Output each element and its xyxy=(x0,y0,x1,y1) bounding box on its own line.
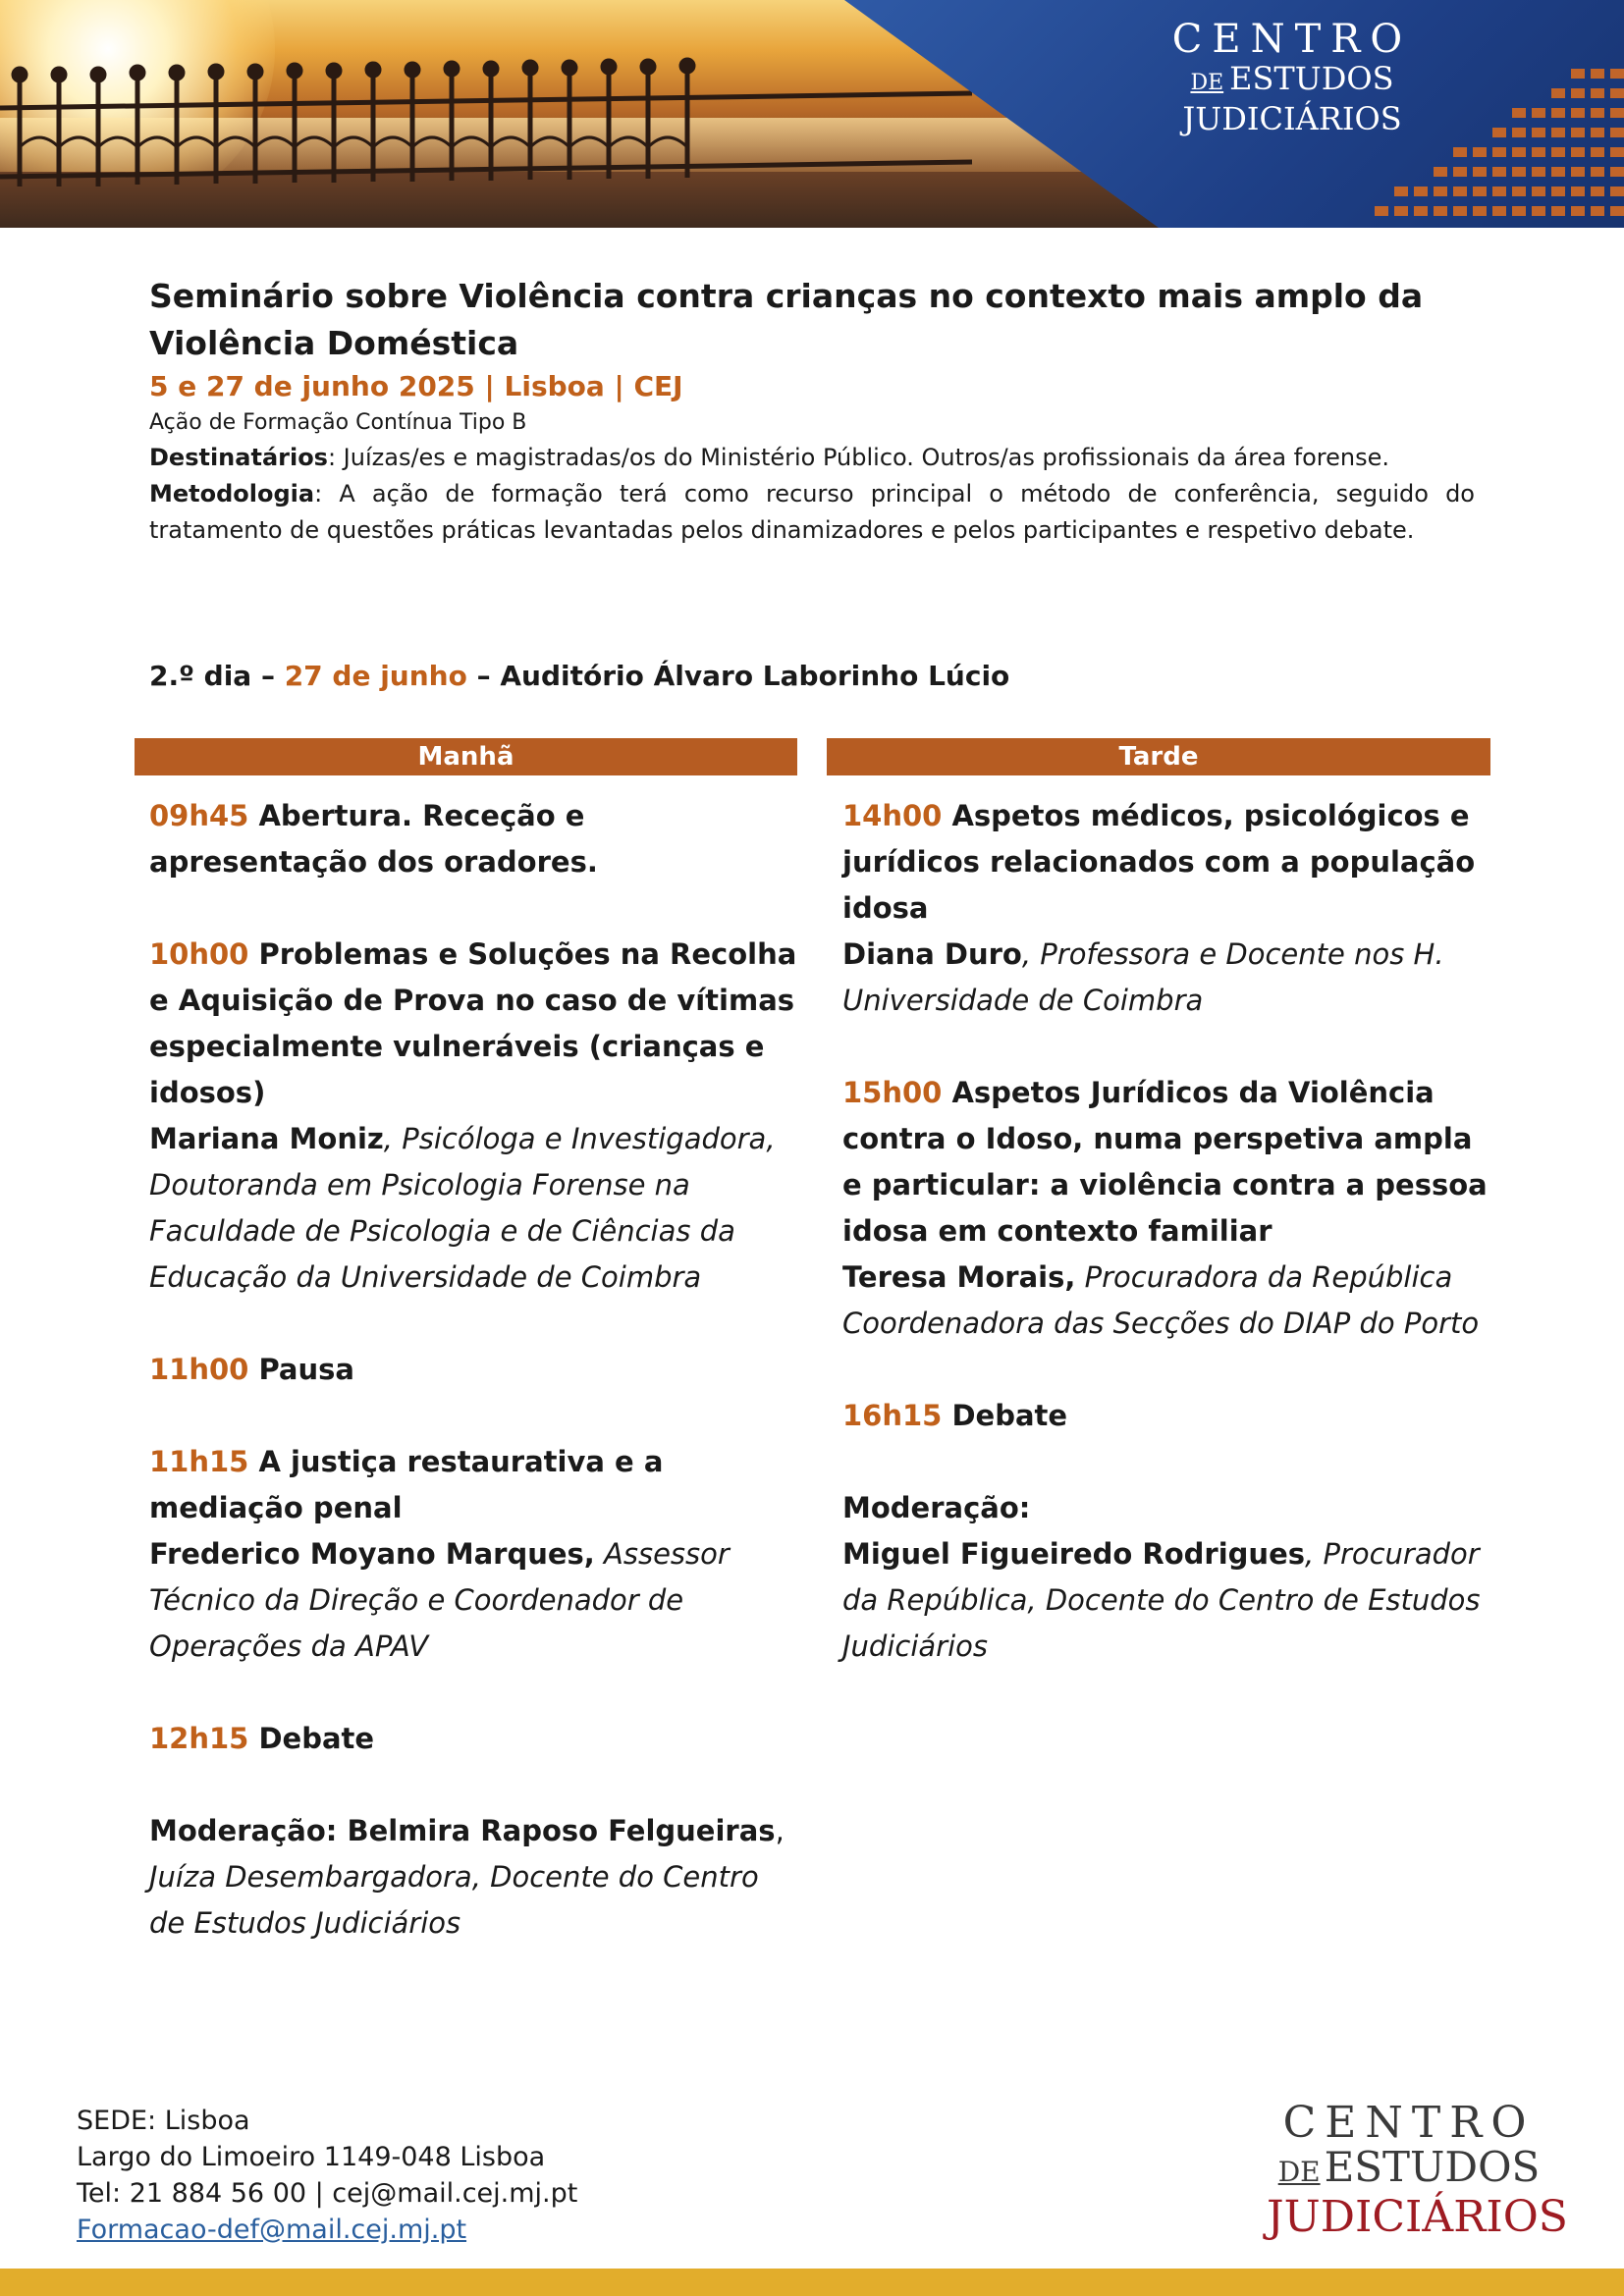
moderation-block xyxy=(149,1808,802,1947)
morning-header: Manhã xyxy=(135,738,797,775)
moderation-block xyxy=(842,1485,1495,1670)
logo-estudos: ESTUDOS xyxy=(1229,60,1394,97)
speaker-role: Procuradora da República Coordenadora das Secções do DIAP do Porto xyxy=(842,1260,1480,1340)
cej-logo-footer xyxy=(1267,2098,1568,2242)
metodologia-text: : A ação de formação terá como recurso principal o método de conferência, seguido do tratamento de questões práticas levantadas pelos dinamizadores e pelos participantes e respetivo debate. xyxy=(149,480,1475,544)
intro-section xyxy=(149,273,1475,549)
session-time: 09h45 xyxy=(149,799,249,832)
moderation-label: Moderação: xyxy=(842,1491,1031,1524)
speaker-name: Diana Duro xyxy=(842,937,1022,971)
logo-line-1: CENTRO xyxy=(1171,17,1413,62)
session-item xyxy=(842,1393,1495,1439)
bottom-bar xyxy=(0,2269,1624,2296)
header-banner xyxy=(0,0,1624,228)
session-item xyxy=(149,1347,802,1393)
speaker-role: Assessor Técnico da Direção e Coordenador de Operações da APAV xyxy=(149,1537,730,1663)
speaker-name: Mariana Moniz xyxy=(149,1122,384,1155)
day-date: 27 de junho xyxy=(284,660,467,692)
day-venue: – Auditório Álvaro Laborinho Lúcio xyxy=(466,660,1010,692)
footer-address: Largo do Limoeiro 1149-048 Lisboa xyxy=(77,2142,546,2172)
session-title: Aspetos médicos, psicológicos e jurídicos relacionados com a população idosa xyxy=(842,799,1476,925)
moderation-label: Moderação xyxy=(149,1814,326,1847)
logo-line-1: CENTRO xyxy=(1282,2098,1536,2148)
session-title: Pausa xyxy=(248,1353,354,1386)
footer-email-link[interactable]: Formacao-def@mail.cej.mj.pt xyxy=(77,2215,467,2245)
session-title: Abertura. Receção e apresentação dos oradores. xyxy=(149,799,598,879)
session-item xyxy=(149,1716,802,1762)
session-item xyxy=(149,1439,802,1670)
session-title: A justiça restaurativa e a mediação penal xyxy=(149,1445,664,1524)
logo-line-3: JUDICIÁRIOS xyxy=(1267,2192,1568,2242)
moderator-role: Juíza Desembargadora, Docente do Centro de Estudos Judiciários xyxy=(149,1860,759,1940)
afternoon-column xyxy=(842,793,1495,1716)
session-item xyxy=(842,1070,1495,1347)
speaker-name: Frederico Moyano Marques, xyxy=(149,1537,595,1571)
session-time: 14h00 xyxy=(842,799,943,832)
training-type: Ação de Formação Contínua Tipo B xyxy=(149,410,527,435)
session-item xyxy=(149,793,802,885)
footer-contact xyxy=(77,2103,577,2248)
session-item xyxy=(842,793,1495,1024)
session-title: Problemas e Soluções na Recolha e Aquisição de Prova no caso de vítimas especialmente vulneráveis (crianças e idosos) xyxy=(149,937,797,1109)
metodologia-label: Metodologia xyxy=(149,480,315,507)
logo-de: DE xyxy=(1190,71,1224,95)
day-prefix: 2.º dia – xyxy=(149,660,285,692)
morning-column xyxy=(149,793,802,1993)
cej-logo-header xyxy=(1145,18,1439,136)
moderator-name: Miguel Figueiredo Rodrigues xyxy=(842,1537,1306,1571)
page-title: Seminário sobre Violência contra crianças no contexto mais amplo da Violência Doméstica xyxy=(149,277,1424,362)
day-heading xyxy=(149,660,1009,692)
destinatarios-label: Destinatários xyxy=(149,444,328,471)
speaker-role: , Professora e Docente nos H. Universidade de Coimbra xyxy=(842,937,1444,1017)
session-time: 10h00 xyxy=(149,937,249,971)
session-time: 16h15 xyxy=(842,1399,943,1432)
logo-line-3: JUDICIÁRIOS xyxy=(1182,100,1402,137)
session-time: 11h15 xyxy=(149,1445,249,1478)
logo-de: DE xyxy=(1277,2156,1321,2188)
logo-line-2 xyxy=(1267,2143,1551,2194)
footer-contact-line: Tel: 21 884 56 00 | cej@mail.cej.mj.pt xyxy=(77,2178,578,2209)
speaker-name: Teresa Morais, xyxy=(842,1260,1076,1294)
session-title: Aspetos Jurídicos da Violência contra o Idoso, numa perspetiva ampla e particular: a violência contra a pessoa idosa em contexto familiar xyxy=(842,1076,1488,1248)
moderator-name: : Belmira Raposo Felgueiras xyxy=(325,1814,776,1847)
moderator-comma: , xyxy=(775,1814,785,1847)
session-time: 15h00 xyxy=(842,1076,943,1109)
session-title: Debate xyxy=(248,1722,375,1755)
destinatarios-text: : Juízas/es e magistradas/os do Ministério Público. Outros/as profissionais da área forense. xyxy=(327,444,1390,471)
session-item xyxy=(149,932,802,1301)
session-title: Debate xyxy=(942,1399,1068,1432)
event-dates: 5 e 27 de junho 2025 | Lisboa | CEJ xyxy=(149,370,683,402)
moderator-role: , Procurador da República, Docente do Centro de Estudos Judiciários xyxy=(842,1537,1481,1663)
fence-illustration xyxy=(0,39,982,196)
afternoon-header: Tarde xyxy=(827,738,1490,775)
session-time: 11h00 xyxy=(149,1353,249,1386)
session-time: 12h15 xyxy=(149,1722,249,1755)
destinatarios-paragraph xyxy=(149,440,1475,476)
logo-line-2 xyxy=(1145,61,1439,101)
footer-sede: SEDE: Lisboa xyxy=(77,2106,250,2136)
metodologia-paragraph xyxy=(149,476,1475,549)
speaker-role: , Psicóloga e Investigadora, Doutoranda em Psicologia Forense na Faculdade de Psicologia e de Ciências da Educação da Universidade de Coimbra xyxy=(149,1122,776,1294)
logo-estudos: ESTUDOS xyxy=(1324,2143,1541,2191)
